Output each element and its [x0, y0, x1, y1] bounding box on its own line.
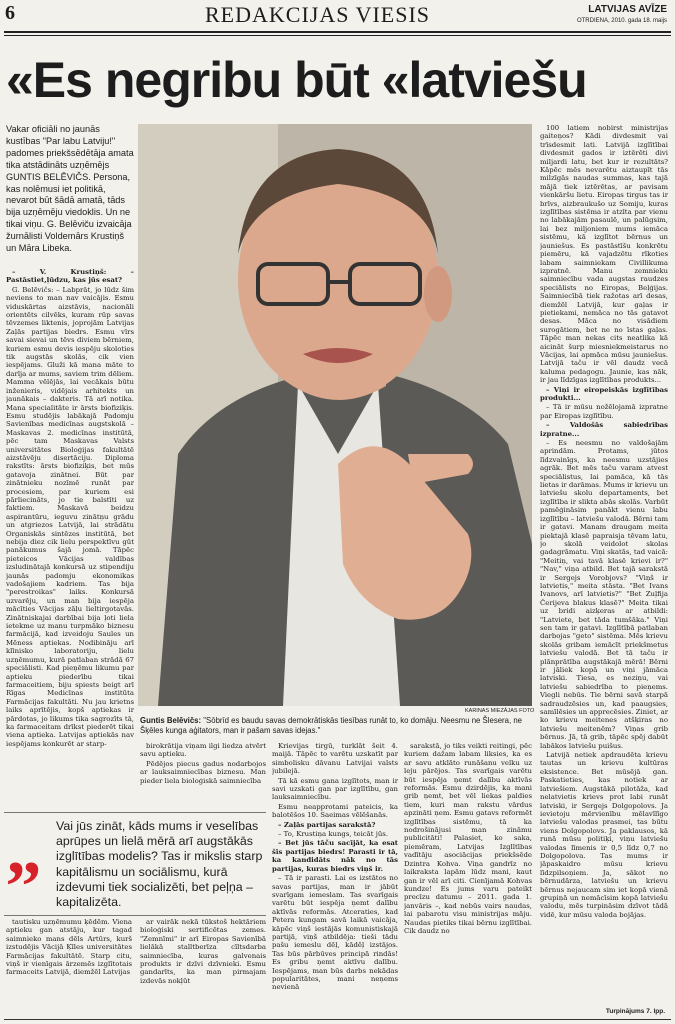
- column-paragraph: sarakstā, jo tiks veikti reitingi, pēc kuriem dažam labam liksies, ka es ar savu atklāto runāšanu velku uz leju pārējos. Tas svarīgais varētu būt iespēja ņemt dalību aktīvās reformās. Esmu dzirdējis, ka mani grib ņemt, bet vēl liekas paldies tiem, kuri man rakstu vārdus apzināti ņem. Esmu gatavs reformēt izglītības sistēmu, tā ka nodrošinājusi man zināmu publicitāti! Palasiet, ko saka, piemēram, Latvijas Izglītības vadītāju asociācijas priekšsēde Dzintra Kohva. Viņa gandrīz no laikraksta lapām lūdz mani, kaut gan ir vēl arī citi. Cienījamā Kohvas kundze! Es jums varu pateikt precīzu datumu – 2011. gada 1. janvāris –, kad nebūs vairs naudas, lai pabarotu visu ministrijas māju. Naudas pietiks tikai bērnu izglītībai. Cik daudz no: [404, 742, 532, 935]
- interview-question: – Zaļās partijas sarakstā?: [272, 821, 398, 829]
- article-column-2-top: [140, 742, 266, 808]
- column-paragraph: 100 latiem nobirst ministrijas gaiteņos? Kādi divdesmit vai trīsdesmit lati. Latvijā izglītībai divdesmit gados ir iztērēti divi miljardi latu, bet kur ir rezultāts? Kāpēc mēs nevarētu aiztaupīt tās milzīgās naudas summas, kas tajā mājā tiek iztērētas, ar pavisam vienkāršu lietu. Eiropas tirgus tas ir brīvs, aizbraukušo uz Somiju, kuras izglītības sistēma ir atzīta par vienu no labākajām pasaulē, un palūgsim, lai bez miljoniem mums iemāca sistēmu, kā izglītot bērnus un jauniešus. Es pastāstīšu konkrētu piemēru, kā vajadzētu rīkoties labam saimniekam Civillikuma izpratnē. Manu zemnieku saimniecību vada augstas raudzes speciālists no Eiropas, Beļģijas. Saimniecībā tiek ražotas arī desas, diemžēl Latvijā, kur gaļas ir pietiekami, nemāca no tās gatavot desas. Māca no visādiem surogātiem, bet ne no īstas gaļas. Tāpēc man nekas cits neatlika kā aicināt šurp miesniekmeistarus no Vācijas, lai apmāca mūsu jauniešus. Latvijā taču ir vēl daudz vecā kaluma pedagogu. Jaunie, kas nāk, ir jau līdzīgas izglītības produkts...: [540, 124, 668, 385]
- column-paragraph: – To, Krustiņa kungs, teicāt jūs.: [272, 830, 398, 838]
- column-paragraph: – Es neesmu no valdošajām aprindām. Protams, jūtos līdzvainīgs, ka neesmu uzstājies agrāk. Bet mēs taču varam atvest speciālistus, lai pamāca, kā tās lietas ir darāmas. Mums ir krievu un latviešu skolu departaments, bet izglītība ir slikta abās skolās. Varbūt pamēģināsim panākt vienu labu izglītību – latviešu valodā. Bērni tam ir gatavi. Manam draugam meita piektajā klasē papraisja tēvam latu, jo skolā veidolot skolas gadagrāmatu. Viņi skatās, tad vaicā: "Meitiņ, vai tavā klasē krievi ir?" "Nav," viņa atbild. Bet tajā sarakstā ir Sergejs Vorobjovs? "Viņš ir latvietis," meita stāsta. "Bet Ivans Ivanovs, arī latvietis?" "Bet Zuļfija Čerijeva blakus klasē?" Meita tikai uz bridi aizķeras ar atbildi: "Latviete, bet tāda tumšāka." Viņi sen tam ir gatavi. Izglītībā patlaban darbojas "geto" sistēma. Mēs krievu skolās gribam iemācīt priekšmetus latviešu valodā. Bet tā taču ir plānprātība augstākajā mērā! Bērni ir jāliek kopā un viņi jāmāca latviski. Tiesa, es neziņu, vai latviešu sabiedrība to pieņems. Viegli nebūs. Tie bērni savā starpā sadraudzēsies un, kad paaugsies, samīlēsies un apprecēsies. Ziniet, ar ko krievu meitenes atšķiras no latviešu meitenēm? Viņas grib bērnus. Jā, tā grib, tāpēc spēj dabūt labākos latviešu puišus.: [540, 439, 668, 750]
- caption-speaker: Guntis Belēvičs:: [140, 716, 202, 725]
- photo-credit: KARINAS MIEZĀJAS FOTO: [465, 708, 535, 714]
- column-paragraph: – Tā ir mūsu nožēlojamā izpratne par Eiropas izglītību.: [540, 403, 668, 420]
- interview-question: – V. Krustiņš: – Pastāstiet,ļūdzu, kas jūs esat?: [6, 268, 134, 285]
- article-column-1: [6, 268, 134, 793]
- masthead-rule-thin: [4, 35, 671, 36]
- caption-quote: "Sōbrīd es baudu savas demokrātiskās tiesības runāt to, ko domāju. Neesmu ne Šlesera, ne Šķēles kunga aģitators, man ir pašam savas idejas.": [140, 716, 522, 735]
- article-column-5: [540, 124, 668, 1002]
- article-column-3: [272, 742, 398, 1007]
- column-paragraph: Krievijas tirgū, turklāt šeit 4. maijā. Tāpēc to varētu uzskatīt par simbolisku dāvanu Latvijai valsts jubilejā.: [272, 742, 398, 776]
- interview-question: – Valdošās sabiedrības izpratne...: [540, 421, 668, 438]
- article-column-4: [404, 742, 532, 1007]
- continued-note: Turpinājums 7. lpp.: [605, 1008, 665, 1015]
- column-paragraph: G. Belēvičs: – Labprāt, jo lūdz šim neviens to man nav vaicājis. Esmu viduskārtas aizstāvis, nacionāli orientēts cilvēks, kuram rūp savas tēvzemes liktenis, joprojām Latvijas Zaļās partijas biedrs. Esmu vīrs savai sievai un tēvs diviem bērniem, kuriem esmu devis iespēju skoloties tik augstās skolās, cik vien iespējams. Gluži kā mana māte to darīja ar mums, saviem trim dēliem. Mamma vēlējās, lai vecākais būtu inženieris, vidējais arhitekts un jaunākais – dakteris. Tā arī notika. Mana specialitāte ir ārsts biofiziķis. Esmu studējis labākajā Padomju Savienības medicīnas augstskolā – Maskavas 2. medicīnas institūtā, pēc tam Maskavas Valsts universitātes Bioloģijas fakultātē aizstāvēju disertāciju. Diploma rakstīts: ārsts biofiziķis, bet mūs gatavoja zinātnei. Būt par zinātnieku nozīmē runāt par procesiem, par kuriem esi pārliecināts, jo tie balstīti uz faktiem. Maskavā beidzu aspirantūru, ieguvu zinātņu grādu un atgriezos Latvijā, lai strādātu Organiskās sintēzes institūtā, bet nebija diez cik lielu perspektīvu gūt panākumus šajā jomā. Tāpēc pieteicos Vācijas valdības izsludinātajā konkursā uz stipendiju jaunās padomju ekonomikas vadošajiem kadriem. Tas bija "perestroikas" laiks. Konkursā uzvarēju, un man bija iespēja mācīties Vācijas zāļu lieltirgotavās. Zinātniskajai darbībai bija ļoti liela ietekme uz manu turpmāko biznesu farmācijā, kad izveidoju Saules un Mēness aptiekas. Nodibināju arī klīnisko laboratoriju, lielu uzņēmumu, kurā patlaban strādā 67 speciālisti. Kad pieņēmu likumu par aptieku piederību tikai farmaceitiem, biju spiests beigt arī Rīgas Medicīnas institūta Farmācijas fakultāti. Nu jau krietns laiks aprītējis, kopš aptiekas ir pārdotas, jo likums tika sagrozīts tā, ka farmaceitam drīkst piederēt tikai viena aptieka. Latvijas aptiekās nav iespējams konkurēt ar starp-: [6, 285, 134, 748]
- column-paragraph: Esmu neapprotami pateicis, ka balotēšos 10. Saeimas vēlēšanās.: [272, 802, 398, 820]
- portrait-photo: [138, 124, 532, 706]
- newspaper-name: LATVIJAS AVĪZE: [588, 4, 667, 15]
- masthead-rule: [4, 31, 671, 33]
- page-bottom-rule: [4, 1019, 671, 1020]
- column-paragraph: – Tā ir parasti. Lai es izstātos no savas partijas, man ir jābūt svarīgam iemeslam. Tas svarīgais varētu būt iespēja ņemt dalību aktīvās reformās. Atceraties, kad Petera kungam savā laikā vaicāja, kāpēc viņš iestājās komunistiskajā partijā, viņš atbildēja: tieši tādu pašu iemeslu dēļ, kādēļ izstājos. Tas būs pārbūves principā rindās! Es gribu ņemt aktīvu dalību. Iespējams, man būs darbs nekādas popularitātes, mani neņems nevienā: [272, 874, 398, 992]
- column-paragraph: birokrātija viņam ilgi liedza atvērt savu aptieku.: [140, 742, 266, 759]
- column-paragraph: Latvijā netiek apdraudēta krievu tautas un krievu kultūras eksistence. Bet mūsējā gan. Paskatieties, kas notiek ar latviešiem. Augstākā pilotāža, kad nelatvietis krievs prot labi runāt latviski, ir Sergejs Dolgopolovs. Ja ievietoju mērvienību mēlavīlīgo latviešu valodas prasmei, tas būtu viens Dolgopolovs. Ja paklausos, kā runā mūsu politiķi, viņu latviešu valodas līmenis ir 0,5 līdz 0,7 no Dolgopolova. Tas mums ir jāpaskaidro mūsu krievu līdzpilsoņiem. Ja, sākot no bērnudārza, latviešu un krievu bērnus nejaucam sim iet kopā vienā grupiņā un nemācīsim kopā latviešu valodu, mēs turpināsim dzīvot tādā vidē, kur mūsu valoda bojājas.: [540, 751, 668, 919]
- lead-paragraph: Vakar oficiāli no jaunās kustības "Par labu Latviju!" padomes priekšsēdētāja amata tika atstādināts uzņēmējs GUNTIS BELĒVIČS. Persona, kas nolēmusi iet politikā, nevarot būt šādā amatā, tāds bija uzņēmēju viedoklis. Un ne tikai viņu. G. Belēviču izvaicāja žurnālisti Voldemārs Krustiņš un Māra Libeka.: [6, 124, 134, 254]
- column-paragraph: tautisku uzņēmumu ķēdēm. Viena aptieku gan atstāju, kur tagad saimnieko mans dēls Artūrs, kurš izstudējis Vācijā Ķīles universitātes Farmācijas fakultātē. Starp citu, viņš ir vienīgais ārzemēs izglītotais farmaceits Latvijā, diemžēl Latvijas: [6, 918, 132, 977]
- column-paragraph: Pēdējos piecus gadus nodarbojos ar lauksaimniecības biznesu. Man pieder liela bioloģiskā saimniecība: [140, 759, 266, 785]
- article-column-1-bottom: [6, 918, 132, 1010]
- article-column-2-bottom: [140, 918, 266, 1010]
- photo-caption: [140, 716, 532, 735]
- headline: «Es negribu būt «latviešu: [6, 52, 587, 108]
- pull-quote-text: Vai jūs zināt, kāds mums ir veselības aprūpes un lielā mērā arī augstākās izglītības modelis? Tas ir mikslis starp kapitālismu un sociālismu, kurā izdevumi tiek socializēti, bet peļņa – kapitalizēta.: [56, 819, 263, 910]
- quote-mark-icon: „: [6, 809, 42, 889]
- interview-question: – Bet jūs tāču sacījāt, ka esat šīs partijas biedrs! Parasti ir tā, ka kandidāts nāk no tās partijas, kuras biedrs viņš ir.: [272, 839, 398, 873]
- portrait-illustration: [138, 124, 532, 706]
- column-paragraph: ar vairāk nekā tūkstoš hektāriem bioloģiski sertificētas zemes. "Zemnīmi" ir arī Eiropas Savienībā lielākā stalltberīza cīltsdarba saimniecība, kuras galvenais produkts ir dzīvi dzīvnieki. Esmu gandarīts, ka man pirmajam izdevās nokļūt: [140, 918, 266, 985]
- pull-quote: [4, 809, 266, 916]
- page-number: 6: [5, 2, 15, 24]
- section-title: REDAKCIJAS VIESIS: [205, 2, 431, 27]
- interview-question: – Viņi ir eiropeiskās izglītības produkti...: [540, 386, 668, 403]
- column-paragraph: Tā kā esmu gana izglītots, man ir savi uzskati gan par izglītību, gan lauksaimniecību.: [272, 776, 398, 802]
- issue-date: OTRDIENA, 2010. gada 18. maijs: [576, 18, 667, 24]
